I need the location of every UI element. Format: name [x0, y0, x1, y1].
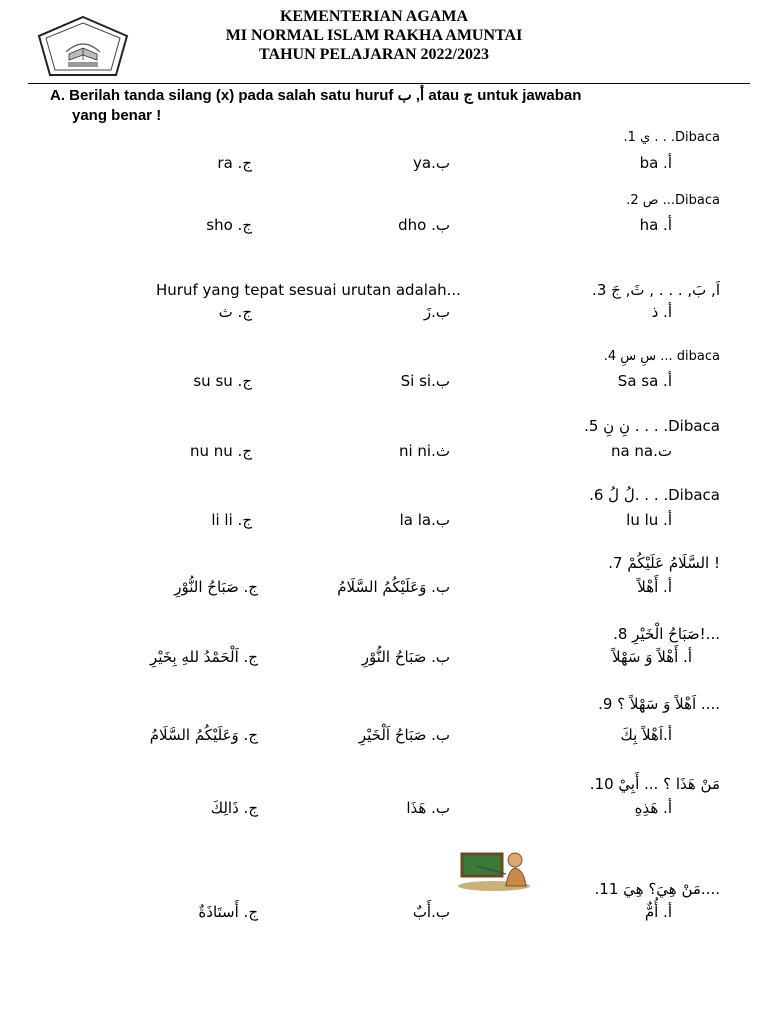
- question-4: .4 سِ سِ ... dibaca: [603, 349, 720, 364]
- q9-option-c[interactable]: ج. وَعَلَيْكُمُ السَّلَامُ: [149, 726, 258, 744]
- q10-option-a[interactable]: أ. هَذِهِ: [634, 799, 672, 817]
- q6-option-a[interactable]: lu lu .أ: [626, 511, 672, 529]
- q8-option-a[interactable]: أ. أَهْلاً وَ سَهْلاً: [612, 648, 692, 666]
- question-2: .2 ص ...Dibaca: [626, 193, 720, 208]
- q5-option-b[interactable]: ni ni.ث: [398, 442, 450, 460]
- q9-option-b[interactable]: ب. صَبَاحُ اَلْخَيْرِ: [358, 726, 450, 744]
- question-5: .5 نِ نِ . . . .Dibaca: [584, 417, 720, 435]
- question-1: .1 ي . . .Dibaca: [623, 130, 720, 145]
- q2-option-b[interactable]: dho .ب: [398, 216, 450, 234]
- q10-option-c[interactable]: ج. ذَالِكَ: [210, 799, 258, 817]
- q6-option-b[interactable]: la la.ب: [399, 511, 450, 529]
- q1-option-b[interactable]: ya.ب: [413, 154, 450, 172]
- q10-option-b[interactable]: ب. هَذَا: [406, 799, 450, 817]
- header-divider: [28, 83, 750, 84]
- q3-option-a[interactable]: أ. ذ: [651, 303, 672, 321]
- header-line-2: MI NORMAL ISLAM RAKHA AMUNTAI: [225, 27, 523, 44]
- question-6: .6 لُ لُ. . . .Dibaca: [589, 486, 720, 504]
- header-line-3: TAHUN PELAJARAN 2022/2023: [259, 46, 489, 63]
- q8-option-b[interactable]: ب. صَبَاحُ النُّوْرِ: [361, 648, 450, 666]
- q7-option-b[interactable]: ب. وَعَلَيْكُمُ السَّلَامُ: [337, 578, 450, 596]
- q6-option-c[interactable]: li li .ج: [211, 511, 252, 529]
- q1-option-c[interactable]: ra .ج: [217, 154, 252, 172]
- q2-option-c[interactable]: sho .ج: [206, 216, 252, 234]
- question-11: .11 مَنْ هِيَ؟ هِيَ....: [594, 880, 720, 898]
- q4-option-c[interactable]: su su .ج: [193, 372, 252, 390]
- instruction-line-1: A. Berilah tanda silang (x) pada salah satu huruf أ, ب atau ج untuk jawaban: [50, 87, 582, 104]
- question-7: .7 السَّلَامُ عَلَيْكُمْ !: [608, 554, 720, 572]
- q3-option-b[interactable]: ب.زَ: [423, 303, 450, 321]
- q9-option-a[interactable]: أ.اَهْلاً بِكَ: [620, 726, 672, 744]
- question-9: .9 اَهْلاً وَ سَهْلاً ؟ ....: [598, 695, 720, 713]
- teacher-illustration: [454, 848, 532, 892]
- q11-option-a[interactable]: أ. أُمٌّ: [644, 903, 672, 921]
- question-3-arabic: .3 اَ, بَ, . . . , ثَ, جَ: [592, 281, 720, 299]
- q5-option-c[interactable]: nu nu .ج: [189, 442, 252, 460]
- q2-option-a[interactable]: ha .أ: [639, 216, 672, 234]
- q3-option-c[interactable]: ج. ث: [218, 303, 252, 321]
- question-10: .10 مَنْ هَذَا ؟ ... أَبِيْ: [589, 775, 720, 793]
- q4-option-a[interactable]: Sa sa .أ: [617, 372, 672, 390]
- instruction-line-2: yang benar !: [72, 107, 162, 124]
- question-3-text: Huruf yang tepat sesuai urutan adalah...: [156, 281, 461, 299]
- q1-option-a[interactable]: ba .أ: [639, 154, 672, 172]
- question-8: .8 صَبَاحُ الْخَيْرِ!...: [613, 625, 720, 643]
- q5-option-a[interactable]: na na.ت: [610, 442, 672, 460]
- q11-option-b[interactable]: ب.أَبٌ: [412, 903, 450, 921]
- q11-option-c[interactable]: ج. أَستَاذَةٌ: [198, 903, 258, 921]
- q8-option-c[interactable]: ج. اَلْحَمْدُ للهِ بِخَيْرِ: [150, 648, 258, 666]
- header-line-1: KEMENTERIAN AGAMA: [279, 8, 468, 25]
- q7-option-c[interactable]: ج. صَبَاحُ النُّوْرِ: [174, 578, 258, 596]
- q7-option-a[interactable]: أ. أَهْلاً: [637, 578, 672, 596]
- q4-option-b[interactable]: Si si.ب: [400, 372, 450, 390]
